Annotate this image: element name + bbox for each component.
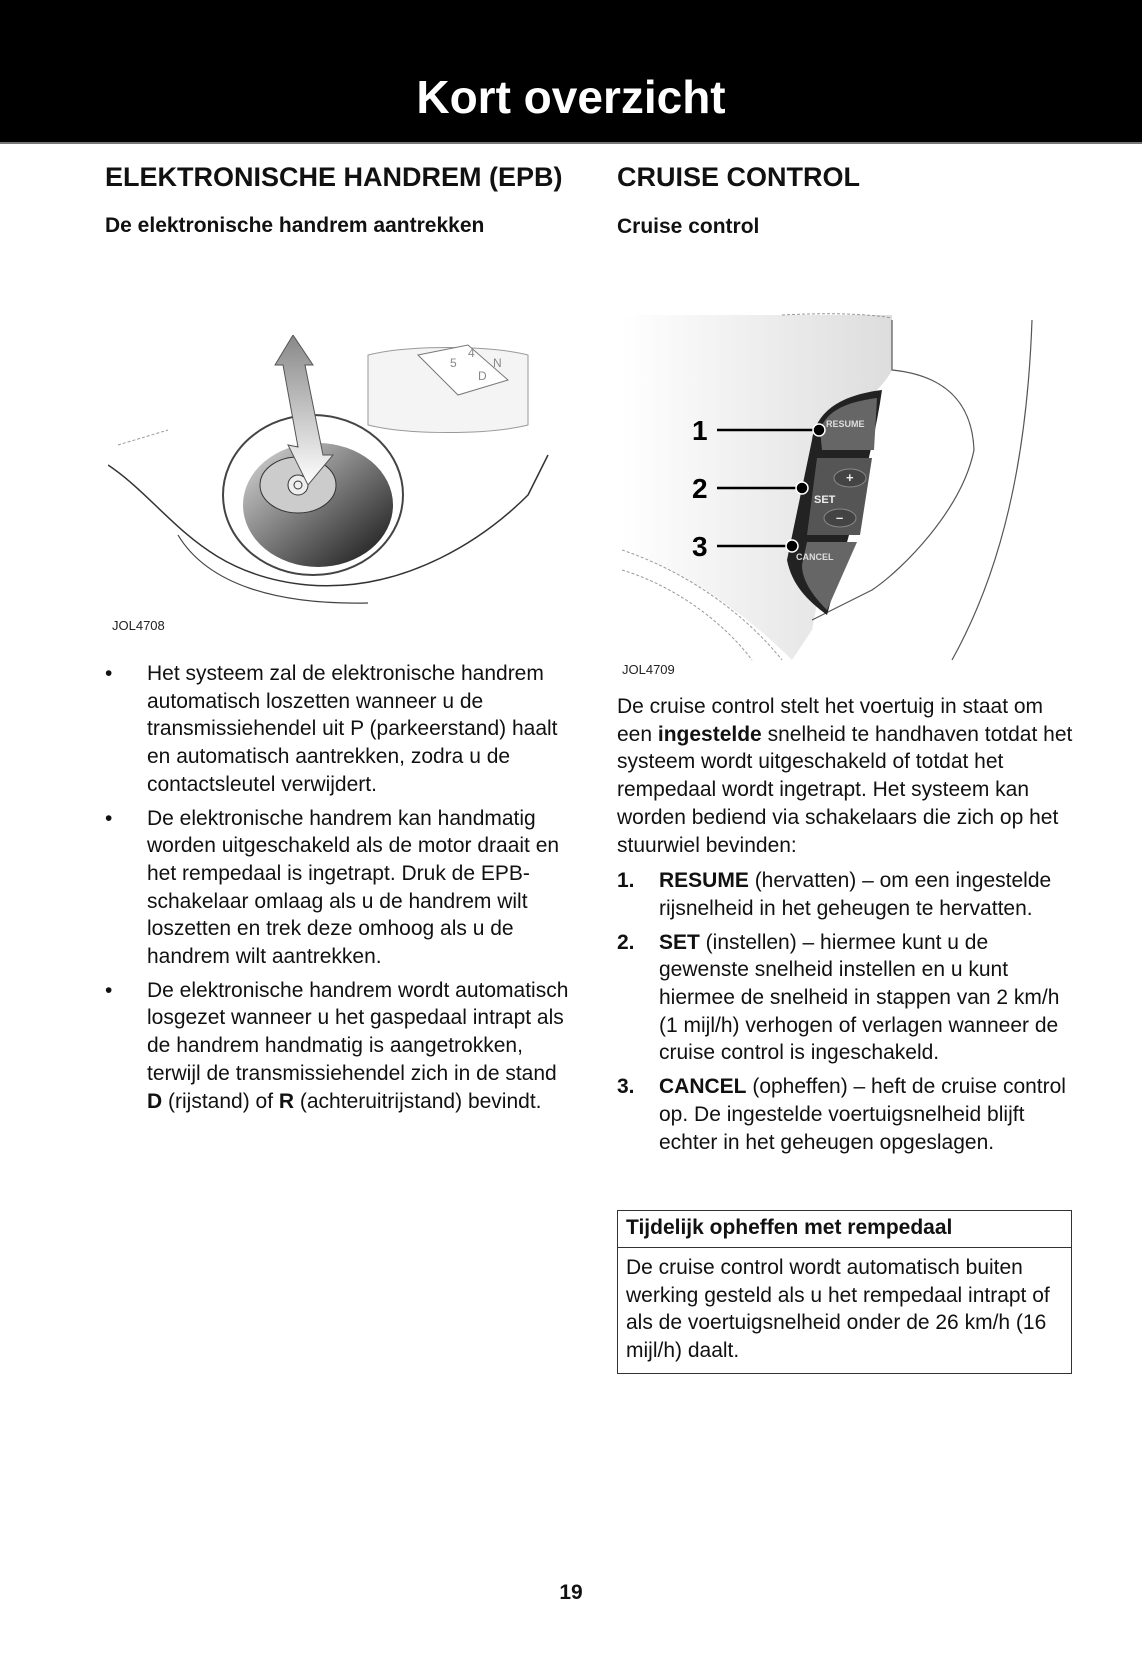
note-box [617, 1210, 1072, 1374]
cruise-body [617, 693, 1082, 1162]
page-title: Kort overzicht [416, 71, 726, 123]
note-body: De cruise control wordt automatisch buiten werking gesteld als u het rempedaal intrapt of als de voertuigsnelheid onder de 26 km/h (16 mijl/h) daalt. [626, 1256, 1050, 1363]
epb-heading: ELEKTRONISCHE HANDREM (EPB) [105, 162, 563, 192]
callout-1: 1 [692, 415, 708, 446]
cruise-intro: De cruise control stelt het voertuig in staat om een ingestelde snelheid te handhaven totdat het systeem wordt uitgeschakeld of totdat het rempedaal wordt ingetrapt. Het systeem kan worden bediend via schakelaars die zich op het stuurwiel bevinden: [617, 695, 1073, 857]
list-item: 1. RESUME (hervatten) – om een ingestelde rijsnelheid in het geheugen te hervatten. [617, 869, 1052, 920]
callout-3: 3 [692, 531, 708, 562]
resume-button-label: RESUME [826, 419, 865, 429]
page-number: 19 [559, 1581, 583, 1604]
callout-2: 2 [692, 473, 708, 504]
page-header [0, 0, 1142, 144]
plus-button-label: + [846, 470, 854, 485]
epb-figure-caption: JOL4708 [112, 618, 165, 633]
cruise-figure-caption: JOL4709 [622, 662, 675, 677]
cruise-section [617, 160, 1077, 240]
cancel-button-label: CANCEL [796, 552, 834, 562]
epb-bullets [105, 660, 575, 1121]
minus-button-label: – [836, 510, 844, 525]
note-title: Tijdelijk opheffen met rempedaal [618, 1211, 1071, 1248]
set-button-label: SET [814, 494, 836, 506]
cruise-heading: CRUISE CONTROL [617, 162, 860, 192]
epb-section [105, 160, 575, 239]
epb-subheading: De elektronische handrem aantrekken [105, 214, 485, 237]
gear-label: D [478, 369, 487, 383]
bullet-icon: • [105, 978, 113, 1002]
gear-label: 4 [468, 346, 475, 360]
cruise-illustration [622, 310, 1072, 670]
gear-label: N [493, 356, 502, 370]
cruise-subheading: Cruise control [617, 215, 760, 238]
list-item: • De elektronische handrem kan handmatig worden uitgeschakeld als de motor draait en het rempedaal is ingetrapt. Druk de EPB-schakelaar omlaag als u de handrem wilt loszetten en trek deze omhoog als u de handrem wilt aantrekken. [105, 806, 560, 969]
gear-label: 5 [450, 356, 457, 370]
list-item: 2. SET (instellen) – hiermee kunt u de gewenste snelheid instellen en u kunt hiermee de snelheid in stappen van 2 km/h (1 mijl/h) verhogen of verlagen wanneer de cruise control is ingeschakeld. [617, 930, 1060, 1065]
list-item: • De elektronische handrem wordt automatisch losgezet wanneer u het gaspedaal intrapt als de handrem handmatig is aangetrokken, terwijl de transmissiehendel zich in de stand D (rijstand) of R (achteruitrijstand) bevindt. [105, 978, 569, 1113]
bullet-icon: • [105, 806, 113, 830]
list-item: 3. CANCEL (opheffen) – heft de cruise control op. De ingestelde voertuigsnelheid blijft echter in het geheugen opgeslagen. [617, 1075, 1066, 1154]
list-item: • Het systeem zal de elektronische handrem automatisch loszetten wanneer u de transmissiehendel uit P (parkeerstand) haalt en automatisch aantrekken, zodra u de contactsleutel verwijdert. [105, 662, 558, 796]
epb-illustration [108, 335, 568, 620]
bullet-icon: • [105, 662, 113, 685]
